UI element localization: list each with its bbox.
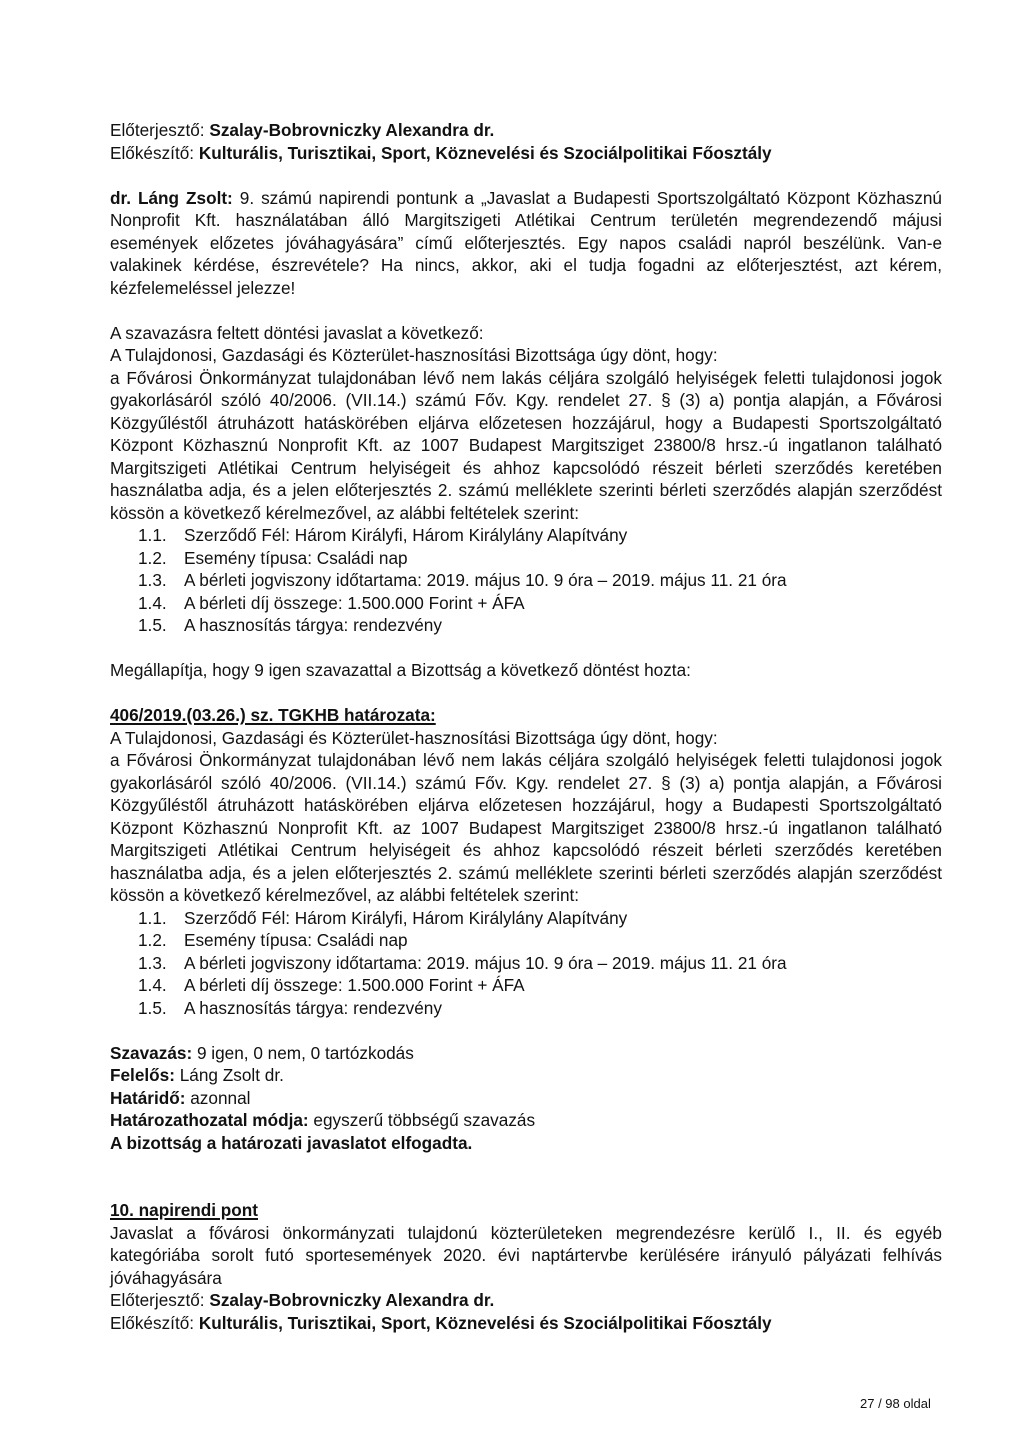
proposal-decides: A Tulajdonosi, Gazdasági és Közterület-hasznosítási Bizottsága úgy dönt, hogy: [110, 345, 718, 365]
list-item: 1.1. Szerződő Fél: Három Királyfi, Három Királylány Alapítvány [138, 907, 628, 928]
agenda-preparer-line: Előkészítő: Kulturális, Turisztikai, Sport, Köznevelési és Szociálpolitikai Főosztály [110, 1312, 772, 1333]
proposal-body: a Fővárosi Önkormányzat tulajdonában lévő nem lakás céljára szolgáló helyiségek feletti tulajdonosi jogok gyakorlásáról szóló 40/2006. (VII.14.) számú Főv. Kgy. rendelet 27. § (3) a) pontja alapján, a Fővárosi Közgyűléstől átruházott hatáskörében eljárva előzetesen hozzájárul, hogy a Budapesti Sportszolgáltató Központ Közhasznú Nonprofit Kft. az 1007 Budapest Margitsziget 23800/8 hrsz.-ú ingatlanon található Margitszigeti Atlétikai Centrum helyiségeit és ahhoz kapcsolódó részeit bérleti szerződés keretében használatba adja, és a jelen előterjesztés 2. számú melléklete szerinti bérleti szerződés alapján szerződést kössön a következő kérelmezővel, az alábbi feltételek szerint: [110, 367, 942, 523]
resolution-conditions [110, 907, 942, 1020]
agenda-title: 10. napirendi pont [110, 1200, 259, 1220]
list-item: 1.3. A bérleti jogviszony időtartama: 2019. május 10. 9 óra – 2019. május 11. 21 óra [138, 952, 787, 973]
speech-paragraph [110, 187, 942, 300]
list-item: 1.5. A hasznosítás tárgya: rendezvény [138, 997, 442, 1018]
accepted-line: A bizottság a határozati javaslatot elfogadta. [110, 1132, 473, 1153]
vote-line: Szavazás: 9 igen, 0 nem, 0 tartózkodás [110, 1042, 414, 1063]
resolution-title: 406/2019.(03.26.) sz. TGKHB határozata: [110, 705, 436, 725]
decision-statement: Megállapítja, hogy 9 igen szavazattal a Bizottság a következő döntést hozta: [110, 660, 691, 680]
preparer-label: Előkészítő: [110, 142, 195, 163]
preparer-line [110, 142, 942, 165]
speech-text: 9. számú napirendi pontunk a „Javaslat a Budapesti Sportszolgáltató Központ Közhasznú Nonprofit Kft. használatában álló Margitszigeti Atlétikai Centrum területén megrendezendő májusi események előzetes jóváhagyására” című előterjesztés. Egy napos családi napról beszélünk. Van-e valakinek kérdése, észrevétele? Ha nincs, akkor, aki el tudja fogadni az előterjesztést, azt kérem, kézfelemeléssel jelezze! [110, 187, 942, 298]
list-item: 1.4. A bérleti díj összege: 1.500.000 Forint + ÁFA [138, 592, 525, 613]
resolution-body: a Fővárosi Önkormányzat tulajdonában lévő nem lakás céljára szolgáló helyiségek feletti tulajdonosi jogok gyakorlásáról szóló 40/2006. (VII.14.) számú Főv. Kgy. rendelet 27. § (3) a) pontja alapján, a Fővárosi Közgyűléstől átruházott hatáskörében eljárva előzetesen hozzájárul, hogy a Budapesti Sportszolgáltató Központ Közhasznú Nonprofit Kft. az 1007 Budapest Margitsziget 23800/8 hrsz.-ú ingatlanon található Margitszigeti Atlétikai Centrum helyiségeit és ahhoz kapcsolódó részeit bérleti szerződés keretében használatba adja, és a jelen előterjesztés 2. számú melléklete szerinti bérleti szerződés alapján szerződést kössön a következő kérelmezővel, az alábbi feltételek szerint: [110, 750, 942, 905]
document-page [110, 119, 942, 1334]
speaker-name: dr. Láng Zsolt: [110, 187, 233, 208]
responsible-line: Felelős: Láng Zsolt dr. [110, 1065, 284, 1085]
list-item: 1.5. A hasznosítás tárgya: rendezvény [138, 615, 442, 635]
agenda-presenter-line: Előterjesztő: Szalay-Bobrovniczky Alexandra dr. [110, 1290, 495, 1310]
presenter-line [110, 119, 942, 142]
list-item: 1.2. Esemény típusa: Családi nap [138, 547, 408, 568]
presenter-name: Szalay-Bobrovniczky Alexandra dr. [209, 120, 495, 140]
list-item: 1.3. A bérleti jogviszony időtartama: 2019. május 10. 9 óra – 2019. május 11. 21 óra [138, 570, 787, 590]
agenda-text: Javaslat a fővárosi önkormányzati tulajdonú közterületeken megrendezésre kerülő I., II. és egyéb kategóriába sorolt futó sportesemények 2020. évi naptártervbe kerülésére irányuló pályázati felhívás jóváhagyására [110, 1222, 942, 1288]
list-item: 1.4. A bérleti díj összege: 1.500.000 Forint + ÁFA [138, 975, 525, 995]
page-number: 27 / 98 oldal [860, 1396, 931, 1411]
deadline-line: Határidő: azonnal [110, 1087, 251, 1108]
list-item: 1.2. Esemény típusa: Családi nap [138, 930, 408, 950]
proposal-conditions [110, 524, 942, 637]
resolution-decides: A Tulajdonosi, Gazdasági és Közterület-hasznosítási Bizottsága úgy dönt, hogy: [110, 727, 718, 748]
list-item: 1.1. Szerződő Fél: Három Királyfi, Három Királylány Alapítvány [138, 525, 628, 545]
method-line: Határozathozatal módja: egyszerű többségű szavazás [110, 1110, 536, 1130]
proposal-intro: A szavazásra feltett döntési javaslat a következő: [110, 322, 484, 343]
preparer-name: Kulturális, Turisztikai, Sport, Köznevelési és Szociálpolitikai Főosztály [198, 142, 772, 163]
presenter-label: Előterjesztő: [110, 120, 205, 140]
